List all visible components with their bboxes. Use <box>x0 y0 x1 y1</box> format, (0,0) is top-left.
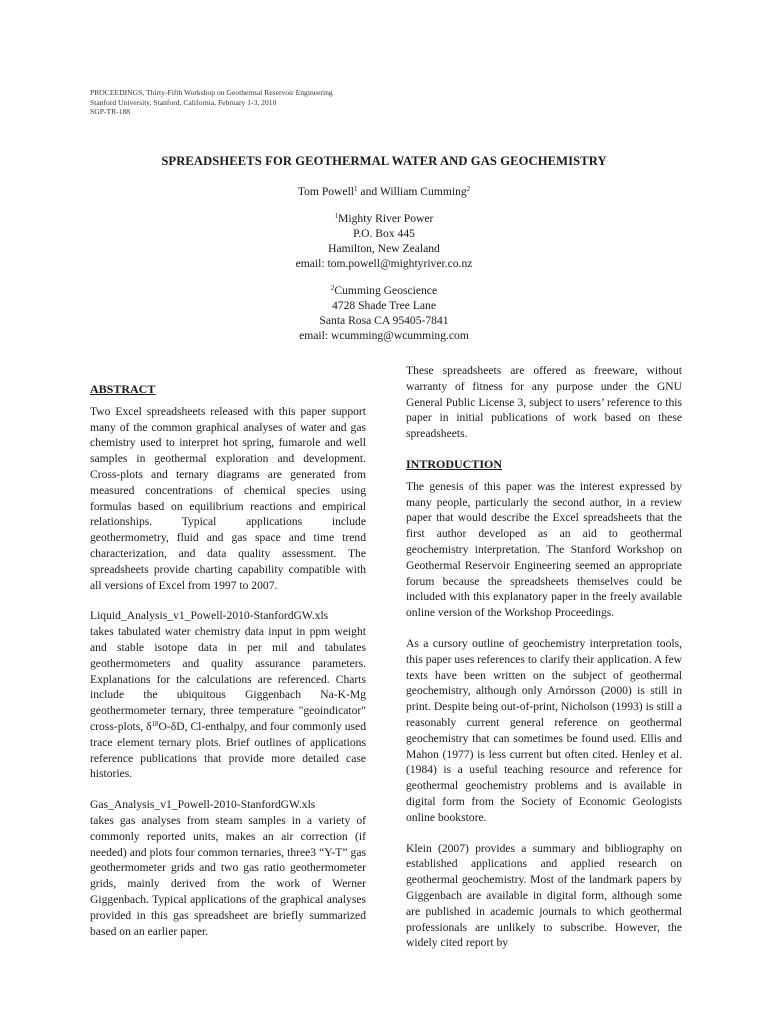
abstract-paragraph-2-text-a: takes tabulated water chemistry data input in ppm weight and stable isotope data in per mil and tabulates geothermometers and quality assurance parameters. Explanations for the calculations are referenced. Charts include the ubiquitous Giggenbach Na-K-Mg geothermometer ternary, three temperature "geoindicator" cross-plots, δ <box>90 625 366 733</box>
affiliation-1-org-line <box>0 211 768 226</box>
abstract-paragraph-2 <box>90 608 366 782</box>
author-line <box>0 185 768 198</box>
proceedings-line-2: Stanford University, Stanford, California, February 1-3, 2010 <box>90 97 277 107</box>
paper-title: SPREADSHEETS FOR GEOTHERMAL WATER AND GAS GEOCHEMISTRY <box>161 154 607 168</box>
affiliation-1-address-2: Hamilton, New Zealand <box>328 242 440 255</box>
affiliation-1-address-1: P.O. Box 445 <box>353 227 415 240</box>
author-2-superscript: 2 <box>466 185 471 193</box>
abstract-paragraph-3 <box>90 797 366 939</box>
introduction-heading: INTRODUCTION <box>406 456 503 471</box>
abstract-paragraph-2-text-b: O-δD, Cl-enthalpy, and four commonly used trace element ternary plots. Brief outlines of applications reference publications that provide more detailed case histories. <box>90 719 366 781</box>
affiliation-2-address-1: 4728 Shade Tree Lane <box>331 299 436 312</box>
author-2: William Cumming <box>379 185 467 198</box>
proceedings-line-1: PROCEEDINGS, Thirty-Fifth Workshop on Geothermal Reservoir Engineering <box>90 88 333 97</box>
abstract-paragraph-1: Two Excel spreadsheets released with this paper support many of the common graphical analyses of water and gas chemistry used to interpret hot spring, fumarole and well samples in geothermal exploration and development. Cross-plots and ternary diagrams are generated from measured concentrations of chemical species using formulas based on equilibrium reactions and empirical relationships. Typical applications include geothermometry, fluid and gas space and time trend characterization, and data quality assessment. The spreadsheets provide charting capability compatible with all versions of Excel from 1997 to 2007. <box>90 404 366 592</box>
author-connector: and <box>357 185 380 198</box>
liquid-analysis-filename: Liquid_Analysis_v1_Powell-2010-StanfordGW.xls <box>90 609 329 623</box>
proceedings-line-3: SGP-TR-188 <box>90 107 131 117</box>
gas-analysis-filename: Gas_Analysis_v1_Powell-2010-StanfordGW.xls <box>90 798 316 812</box>
introduction-paragraph-2: As a cursory outline of geochemistry interpretation tools, this paper uses references to clarify their application. A few texts have been written on the subject of geothermal geochemistry, although only Arnórsson (2000) is still in print. Despite being out-of-print, Nicholson (1993) is still a reasonably current general reference on geothermal geochemistry that can sometimes be found used. Ellis and Mahon (1977) is less current but often cited. Henley et al. (1984) is a useful teaching resource and reference for geothermal geochemistry problems and is available in digital form from the Society of Economic Geologists online bookstore. <box>406 636 682 824</box>
affiliation-1-superscript: 1 <box>334 212 339 220</box>
affiliation-1-email: email: tom.powell@mightyriver.co.nz <box>295 257 473 270</box>
license-paragraph: These spreadsheets are offered as freeware, without warranty of fitness for any purpose under the GNU General Public License 3, subject to users’ reference to this paper in initial publications of work based on these spreadsheets. <box>406 364 682 441</box>
affiliation-1-org: Mighty River Power <box>338 212 434 225</box>
affiliation-2-address-2: Santa Rosa CA 95405-7841 <box>319 314 449 327</box>
abstract-paragraph-3-text: takes gas analyses from steam samples in a variety of commonly reported units, makes an air correction (if needed) and plots four common ternaries, three3 “Y-T” gas geothermometer grids and two gas ratio geothermometer grids, mainly derived from the work of Werner Giggenbach. Typical applications of the graphical analyses provided in this gas spreadsheet are briefly summarized based on an earlier paper. <box>90 813 366 938</box>
isotope-superscript: 18 <box>151 719 159 728</box>
introduction-paragraph-3: Klein (2007) provides a summary and bibliography on established applications and applied research on geothermal geochemistry. Most of the landmark papers by Giggenbach are available in digital form, although some are published in academic journals to which geothermal professionals are unlikely to subscribe. However, the widely cited report by <box>406 841 682 950</box>
introduction-paragraph-1: The genesis of this paper was the interest expressed by many people, particularly the second author, in a review paper that would describe the Excel spreadsheets that the first author developed as an aid to geothermal geochemistry interpretation. The Stanford Workshop on Geothermal Reservoir Engineering seemed an appropriate forum because the spreadsheets themselves could be included with this explanatory paper in the freely available online version of the Workshop Proceedings. <box>406 479 682 620</box>
left-column <box>90 382 366 939</box>
affiliation-2-org: Cumming Geoscience <box>334 284 438 297</box>
affiliation-2-org-line <box>0 283 768 298</box>
proceedings-header <box>90 88 510 117</box>
abstract-heading: ABSTRACT <box>90 382 156 396</box>
affiliation-1 <box>0 211 768 271</box>
right-column <box>406 363 682 951</box>
affiliation-2-superscript: 2 <box>330 284 335 292</box>
author-1: Tom Powell <box>297 185 355 198</box>
affiliation-2 <box>0 283 768 343</box>
affiliation-2-email: email: wcumming@wcumming.com <box>299 329 469 342</box>
author-1-superscript: 1 <box>354 185 358 193</box>
